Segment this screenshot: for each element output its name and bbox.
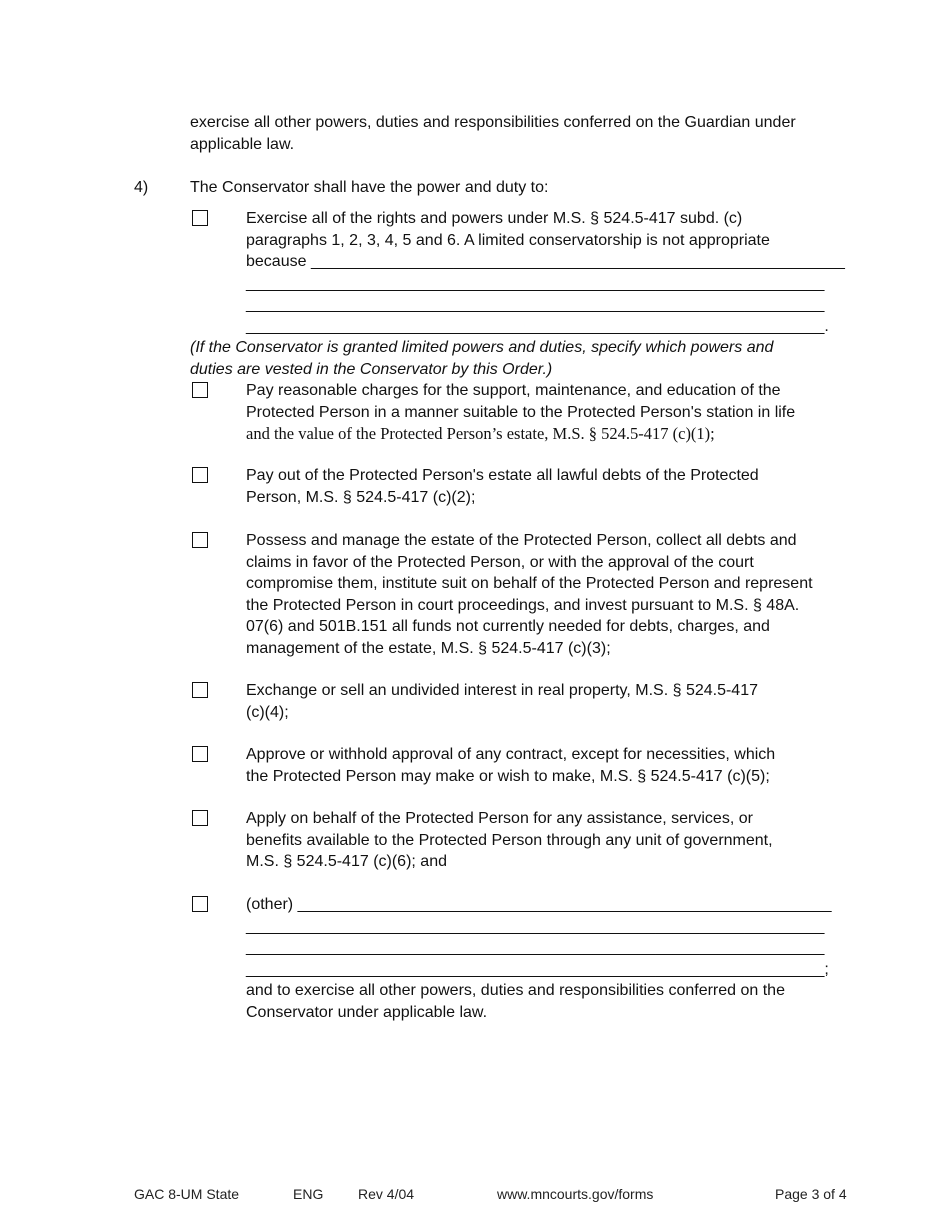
option-c6-text — [246, 808, 773, 873]
option-line: the Protected Person may make or wish to make, M.S. § 524.5-417 (c)(5); — [246, 767, 770, 785]
option-c5-text — [246, 744, 775, 787]
option-line: Approve or withhold approval of any contract, except for necessities, which — [246, 746, 776, 763]
closing-paragraph — [246, 980, 785, 1023]
option-line: Possess and manage the estate of the Protected Person, collect all debts and — [246, 532, 797, 549]
footer-language: ENG — [293, 1186, 324, 1202]
note-line: (If the Conservator is granted limited powers and duties, specify which powers and — [190, 339, 774, 356]
closing-line: and to exercise all other powers, duties and responsibilities conferred on the — [246, 982, 785, 999]
footer-page-number: Page 3 of 4 — [775, 1186, 847, 1202]
option-line: 07(6) and 501B.151 all funds not currently needed for debts, charges, and — [246, 618, 770, 635]
limited-powers-note — [190, 337, 773, 380]
option-line: M.S. § 524.5-417 (c)(6); and — [246, 853, 447, 870]
other-field[interactable]: _________________________________________________________________ — [246, 939, 825, 956]
other-field[interactable]: (other) ____________________________________________________________ — [246, 896, 832, 913]
full-powers-text — [246, 208, 845, 337]
option-line: Pay reasonable charges for the support, maintenance, and education of the — [246, 382, 781, 399]
option-c6-checkbox[interactable] — [192, 810, 208, 826]
option-line: compromise them, institute suit on behalf of the Protected Person and represent — [246, 575, 813, 592]
full-powers-line: paragraphs 1, 2, 3, 4, 5 and 6. A limited conservatorship is not appropriate — [246, 231, 770, 249]
option-c5-checkbox[interactable] — [192, 746, 208, 762]
option-line: benefits available to the Protected Person through any unit of government, — [246, 831, 773, 849]
full-powers-line: Exercise all of the rights and powers under M.S. § 524.5-417 subd. (c) — [246, 210, 743, 227]
section-heading: The Conservator shall have the power and duty to: — [190, 179, 549, 196]
option-other-text — [246, 894, 831, 980]
footer-revision: Rev 4/04 — [358, 1186, 415, 1202]
intro-paragraph — [190, 112, 796, 155]
option-line: Protected Person in a manner suitable to the Protected Person's station in life — [246, 403, 796, 421]
full-powers-checkbox[interactable] — [192, 210, 208, 226]
option-line: Exchange or sell an undivided interest in real property, M.S. § 524.5-417 — [246, 682, 758, 699]
option-line: and the value of the Protected Person’s estate, M.S. § 524.5-417 (c)(1); — [246, 424, 715, 443]
other-field[interactable]: _________________________________________________________________ — [246, 917, 825, 935]
closing-line: Conservator under applicable law. — [246, 1003, 488, 1021]
footer-url[interactable]: www.mncourts.gov/forms — [497, 1186, 654, 1202]
note-line: duties are vested in the Conservator by this Order.) — [190, 360, 553, 378]
intro-line: applicable law. — [190, 135, 295, 153]
other-field[interactable]: _________________________________________________________________; — [246, 960, 829, 978]
option-c4-text — [246, 680, 758, 723]
option-c1-checkbox[interactable] — [192, 382, 208, 398]
option-other-checkbox[interactable] — [192, 896, 208, 912]
option-line: Person, M.S. § 524.5-417 (c)(2); — [246, 488, 476, 506]
intro-line: exercise all other powers, duties and responsibilities conferred on the Guardian under — [190, 114, 796, 131]
option-line: (c)(4); — [246, 703, 289, 721]
option-c2-text — [246, 465, 759, 508]
option-c1-text — [246, 380, 795, 445]
option-line: Pay out of the Protected Person's estate all lawful debts of the Protected — [246, 467, 759, 484]
full-powers-reason-field[interactable]: _________________________________________________________________. — [246, 317, 829, 335]
option-line: claims in favor of the Protected Person, or with the approval of the court — [246, 553, 754, 571]
footer-form-id: GAC 8-UM State — [134, 1186, 240, 1202]
full-powers-reason-field[interactable]: _________________________________________________________________ — [246, 296, 825, 313]
option-line: management of the estate, M.S. § 524.5-417 (c)(3); — [246, 639, 611, 657]
full-powers-reason-field[interactable]: because ____________________________________________________________ — [246, 253, 845, 270]
option-c3-checkbox[interactable] — [192, 532, 208, 548]
option-line: Apply on behalf of the Protected Person for any assistance, services, or — [246, 810, 753, 827]
option-line: the Protected Person in court proceedings, and invest pursuant to M.S. § 48A. — [246, 596, 800, 614]
full-powers-reason-field[interactable]: _________________________________________________________________ — [246, 274, 825, 292]
option-c2-checkbox[interactable] — [192, 467, 208, 483]
section-number: 4) — [134, 179, 149, 196]
option-c4-checkbox[interactable] — [192, 682, 208, 698]
option-c3-text — [246, 530, 813, 659]
